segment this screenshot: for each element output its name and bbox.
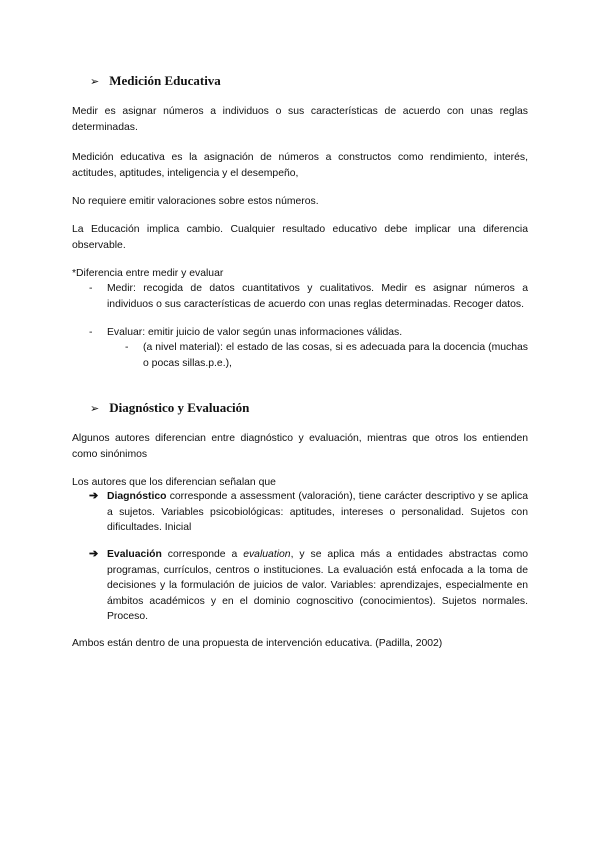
list-item: Medir: recogida de datos cuantitativos y cualitativos. Medir es asignar números a individuos o sus características de acuerdo con unas reglas determinadas. Recoger datos. (107, 283, 528, 310)
arrow-icon: ➔ (89, 548, 99, 560)
heading-title: Medición Educativa (109, 73, 221, 88)
definition-text: , y se aplica más a entidades abstractas como programas, currículos, centros o instituciones. La evaluación está enfocada a la toma de decisiones y la formulación de juicios de valor. Variables: aprendizajes, especialmente en ámbitos académicos y en el dominio cognoscitivo (conocimientos). Sujetos normales. Proceso. (107, 549, 528, 622)
definition-text: corresponde a assessment (valoración), tiene carácter descriptivo y se aplica a sujetos. Variables psicobiológicas: aptitudes, intereses o personalidad. Sujetos con dificultades. Inicial (107, 491, 528, 533)
list-heading: *Diferencia entre medir y evaluar (72, 268, 224, 279)
list-item: Evaluar: emitir juicio de valor según unas informaciones válidas. (107, 327, 403, 338)
definition-diagnostico (107, 489, 528, 536)
paragraph: La Educación implica cambio. Cualquier resultado educativo debe implicar una diferencia observable. (72, 224, 528, 251)
sublist-marker: - (125, 342, 129, 353)
heading-bullet: ➢ (90, 403, 100, 415)
definition-evaluacion (107, 547, 528, 625)
closing-paragraph: Ambos están dentro de una propuesta de intervención educativa. (Padilla, 2002) (72, 638, 443, 649)
paragraph: Medición educativa es la asignación de números a constructos como rendimiento, interés, actitudes, aptitudes, inteligencia y el desempeño, (72, 152, 528, 179)
paragraph: No requiere emitir valoraciones sobre estos números. (72, 196, 319, 207)
arrow-icon: ➔ (89, 490, 99, 502)
list-marker: - (89, 327, 93, 338)
paragraph: Los autores que los diferencian señalan que (72, 477, 276, 488)
term: Diagnóstico (107, 491, 167, 502)
term: Evaluación (107, 549, 162, 560)
section-heading-diagnostico (90, 400, 249, 417)
definition-text: corresponde a (161, 549, 244, 560)
definition-italic: evaluation (243, 549, 291, 560)
paragraph: Algunos autores diferencian entre diagnóstico y evaluación, mientras que otros los entienden como sinónimos (72, 433, 528, 460)
heading-bullet: ➢ (90, 76, 100, 88)
list-marker: - (89, 283, 93, 294)
sublist-item: (a nivel material): el estado de las cosas, si es adecuada para la docencia (muchas o pocas sillas.p.e.), (143, 342, 528, 369)
section-heading-medicion (90, 73, 221, 90)
paragraph: Medir es asignar números a individuos o sus características de acuerdo con unas reglas determinadas. (72, 106, 528, 133)
heading-title: Diagnóstico y Evaluación (109, 400, 250, 415)
